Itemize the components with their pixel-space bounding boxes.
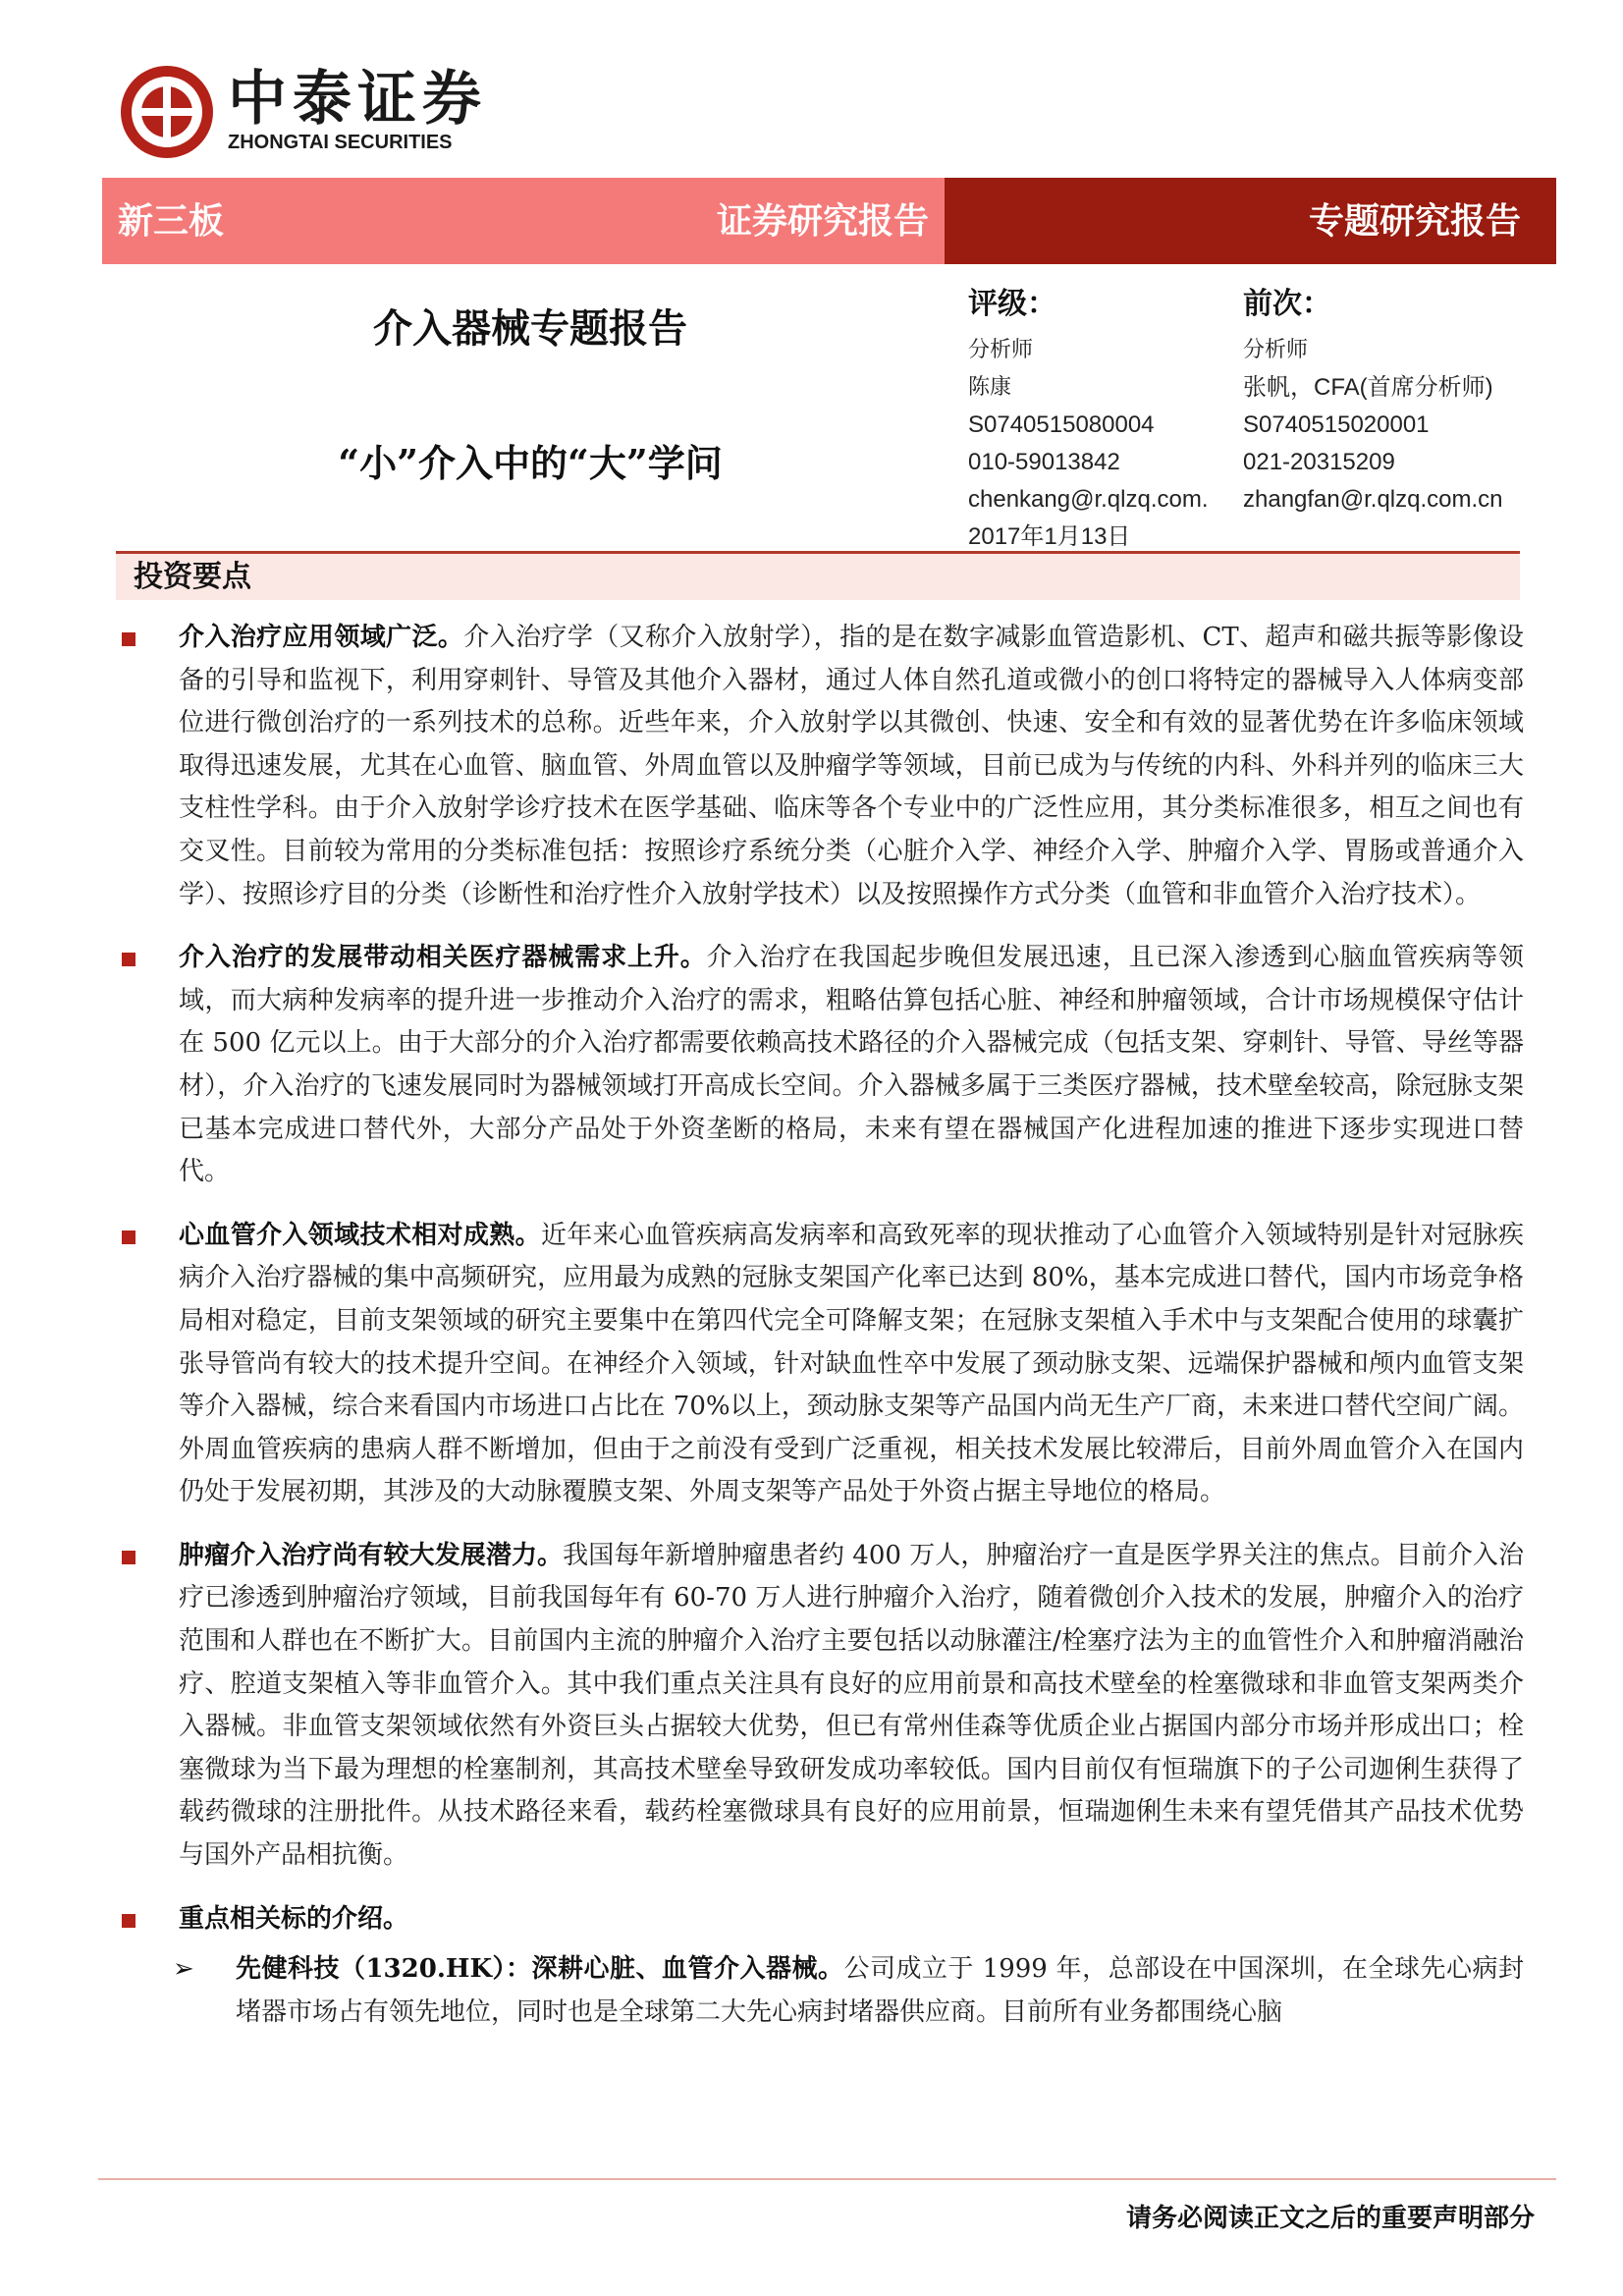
logo-name-cn: 中泰证券	[228, 65, 487, 134]
logo-name-en: ZHONGTAI SECURITIES	[228, 132, 453, 153]
sub-point-paragraph	[236, 1948, 1524, 2034]
investment-points	[118, 617, 1524, 2034]
analyst-role: 分析师	[968, 338, 1034, 362]
banner-topic-label: 专题研究报告	[1308, 200, 1521, 242]
list-item	[118, 1535, 1524, 1878]
bullet-square-icon	[122, 1551, 135, 1564]
list-item	[118, 937, 1524, 1194]
point-lead: 介入治疗的发展带动相关医疗器械需求上升。	[179, 943, 707, 973]
analyst-email[interactable]: zhangfan@r.qlzq.com.cn	[1243, 486, 1503, 513]
banner-left-panel	[102, 178, 945, 264]
analyst-role: 分析师	[1243, 338, 1309, 362]
list-item	[118, 1215, 1524, 1514]
analyst-name: 陈康	[968, 375, 1012, 400]
report-date: 2017年1月13日	[968, 523, 1131, 550]
analyst-phone: 021-20315209	[1243, 449, 1395, 475]
rating-column	[968, 285, 1233, 556]
point-paragraph	[179, 1215, 1524, 1514]
banner-right-panel	[945, 178, 1556, 264]
list-item	[118, 1898, 1524, 1941]
previous-heading: 前次：	[1243, 287, 1331, 321]
footer-disclaimer: 请务必阅读正文之后的重要声明部分	[1125, 2204, 1535, 2233]
point-lead: 介入治疗应用领域广泛。	[179, 623, 464, 652]
rating-heading: 评级：	[968, 287, 1056, 321]
point-text: 介入治疗在我国起步晚但发展迅速，且已深入渗透到心脑血管疾病等领域，而大病种发病率的提升进一步推动介入治疗的需求，粗略估算包括心脏、神经和肿瘤领域，合计市场规模保守估计在 500 亿元以上。由于大部分的介入治疗都需要依赖高技术路径的介入器械完成（包括支架、穿刺针、导管、导丝等器材），介入治疗的飞速发展同时为器械领域打开高成长空间。介入器械多属于三类医疗器械，技术壁垒较高，除冠脉支架已基本完成进口替代外，大部分产品处于外资垄断的格局，未来有望在器械国产化进程加速的推进下逐步实现进口替代。	[179, 943, 1524, 1187]
report-subtitle: “小”介入中的“大”学问	[338, 441, 723, 485]
banner-report-type: 证券研究报告	[716, 200, 929, 242]
footer-divider	[98, 2178, 1556, 2180]
point-lead: 重点相关标的介绍。	[179, 1903, 409, 1934]
sub-list-item	[118, 1948, 1524, 2034]
analyst-cert: S0740515080004	[968, 411, 1155, 438]
point-text: 近年来心血管疾病高发病率和高致死率的现状推动了心血管介入领域特别是针对冠脉疾病介入治疗器械的集中高频研究，应用最为成熟的冠脉支架国产化率已达到 80%，基本完成进口替代，国内市场竞争格局相对稳定，目前支架领域的研究主要集中在第四代完全可降解支架；在冠脉支架植入手术中与支架配合使用的球囊扩张导管尚有较大的技术提升空间。在神经介入领域，针对缺血性卒中发展了颈动脉支架、远端保护器械和颅内血管支架等介入器械，综合来看国内市场进口占比在 70%以上，颈动脉支架等产品国内尚无生产厂商，未来进口替代空间广阔。外周血管疾病的患病人群不断增加，但由于之前没有受到广泛重视，相关技术发展比较滞后，目前外周血管介入在国内仍处于发展初期，其涉及的大动脉覆膜支架、外周支架等产品处于外资占据主导地位的格局。	[179, 1220, 1524, 1507]
point-lead: 心血管介入领域技术相对成熟。	[179, 1220, 541, 1250]
sub-point-lead: 先健科技（1320.HK）：深耕心脏、血管介入器械。	[236, 1954, 844, 1985]
report-banner	[102, 178, 1556, 264]
point-paragraph	[179, 1898, 1524, 1941]
analyst-name: 张帆，CFA(首席分析师)	[1243, 374, 1493, 401]
analyst-cert: S0740515020001	[1243, 411, 1430, 438]
arrow-bullet-icon: ➢	[173, 1954, 194, 1985]
analyst-email[interactable]: chenkang@r.qlzq.com.	[968, 486, 1209, 513]
bullet-square-icon	[122, 1914, 135, 1928]
section-header	[116, 551, 1520, 600]
point-text: 我国每年新增肿瘤患者约 400 万人，肿瘤治疗一直是医学界关注的焦点。目前介入治疗已渗透到肿瘤治疗领域，目前我国每年有 60-70 万人进行肿瘤介入治疗，随着微创介入技术的发展，肿瘤介入的治疗范围和人群也在不断扩大。目前国内主流的肿瘤介入治疗主要包括以动脉灌注/栓塞疗法为主的血管性介入和肿瘤消融治疗、腔道支架植入等非血管介入。其中我们重点关注具有良好的应用前景和高技术壁垒的栓塞微球和非血管支架两类介入器械。非血管支架领域依然有外资巨头占据较大优势，但已有常州佳森等优质企业占据国内部分市场并形成出口；栓塞微球为当下最为理想的栓塞制剂，其高技术壁垒导致研发成功率较低。国内目前仅有恒瑞旗下的子公司迦俐生获得了载药微球的注册批件。从技术路径来看，载药栓塞微球具有良好的应用前景，恒瑞迦俐生未来有望凭借其产品技术优势与国外产品相抗衡。	[179, 1540, 1524, 1871]
banner-category: 新三板	[118, 200, 225, 242]
sub-point-text: 公司成立于 1999 年，总部设在中国深圳，在全球先心病封堵器市场占有领先地位，同时也是全球第二大先心病封堵器供应商。目前所有业务都围绕心脑	[236, 1954, 1524, 2027]
report-title: 介入器械专题报告	[373, 305, 687, 352]
point-paragraph	[179, 937, 1524, 1194]
list-item	[118, 617, 1524, 916]
company-logo	[118, 63, 491, 171]
point-paragraph	[179, 1535, 1524, 1878]
bullet-square-icon	[122, 632, 135, 646]
point-text: 介入治疗学（又称介入放射学），指的是在数字减影血管造影机、CT、超声和磁共振等影像设备的引导和监视下，利用穿刺针、导管及其他介入器材，通过人体自然孔道或微小的创口将特定的器械导入人体病变部位进行微创治疗的一系列技术的总称。近些年来，介入放射学以其微创、快速、安全和有效的显著优势在许多临床领域取得迅速发展，尤其在心血管、脑血管、外周血管以及肿瘤学等领域，目前已成为与传统的内科、外科并列的临床三大支柱性学科。由于介入放射学诊疗技术在医学基础、临床等各个专业中的广泛性应用，其分类标准很多，相互之间也有交叉性。目前较为常用的分类标准包括：按照诊疗系统分类（心脏介入学、神经介入学、肿瘤介入学、胃肠或普通介入学）、按照诊疗目的分类（诊断性和治疗性介入放射学技术）以及按照操作方式分类（血管和非血管介入治疗技术）。	[179, 623, 1524, 909]
point-lead: 肿瘤介入治疗尚有较大发展潜力。	[179, 1540, 564, 1570]
bullet-square-icon	[122, 1230, 135, 1244]
analyst-phone: 010-59013842	[968, 449, 1120, 475]
bullet-square-icon	[122, 953, 135, 966]
point-paragraph	[179, 617, 1524, 916]
zhongtai-logo-icon	[118, 63, 216, 161]
previous-column	[1243, 285, 1538, 519]
section-title: 投资要点	[134, 560, 251, 594]
